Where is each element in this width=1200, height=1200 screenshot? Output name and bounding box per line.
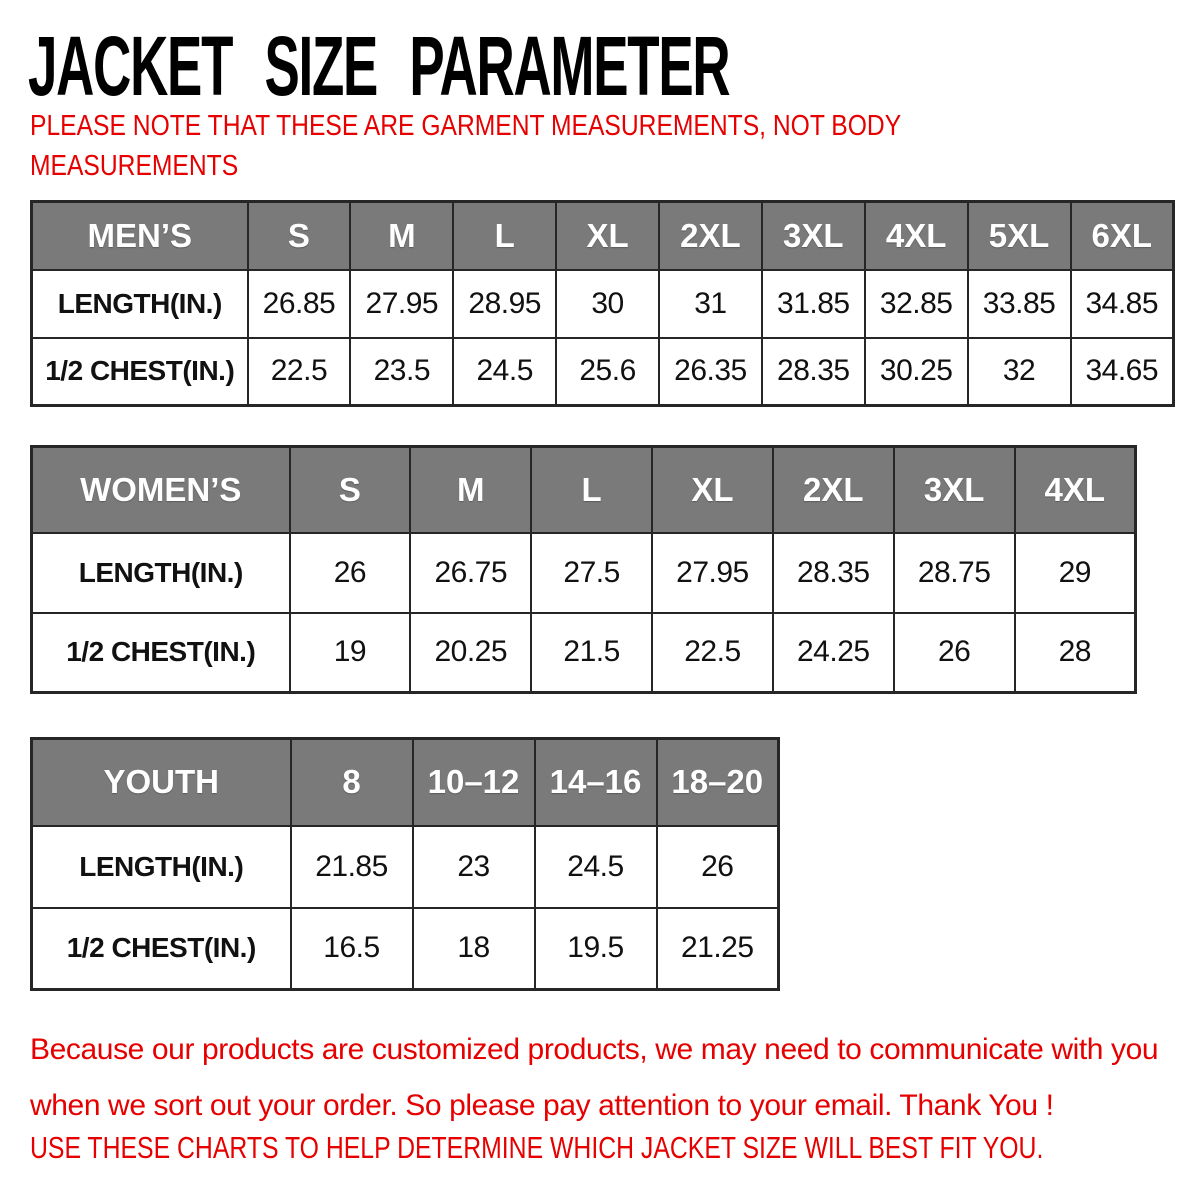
mens-data-row bbox=[32, 270, 1174, 338]
mens-size-header: 5XL bbox=[968, 202, 1071, 270]
measurement-cell: 23.5 bbox=[350, 338, 453, 406]
measurement-cell: 25.6 bbox=[556, 338, 659, 406]
garment-measurement-note: PLEASE NOTE THAT THESE ARE GARMENT MEASUREMENTS, NOT BODY MEASUREMENTS bbox=[30, 110, 901, 183]
measurement-row-label: LENGTH(IN.) bbox=[32, 270, 248, 338]
mens-table bbox=[30, 200, 1175, 407]
measurement-cell: 24.5 bbox=[453, 338, 556, 406]
youth-data-row bbox=[32, 908, 779, 990]
womens-size-header: 4XL bbox=[1015, 447, 1136, 533]
mens-size-header: 4XL bbox=[865, 202, 968, 270]
youth-data-row bbox=[32, 826, 779, 908]
womens-size-header: S bbox=[290, 447, 411, 533]
measurement-cell: 31 bbox=[659, 270, 762, 338]
measurement-cell: 21.5 bbox=[531, 613, 652, 693]
measurement-cell: 26 bbox=[657, 826, 779, 908]
womens-size-header: M bbox=[410, 447, 531, 533]
measurement-row-label: LENGTH(IN.) bbox=[32, 826, 291, 908]
youth-size-header: 14–16 bbox=[535, 739, 657, 826]
measurement-cell: 29 bbox=[1015, 533, 1136, 613]
womens-size-header: L bbox=[531, 447, 652, 533]
mens-size-header: XL bbox=[556, 202, 659, 270]
measurement-cell: 24.5 bbox=[535, 826, 657, 908]
measurement-cell: 31.85 bbox=[762, 270, 865, 338]
mens-size-header: 2XL bbox=[659, 202, 762, 270]
measurement-cell: 26.75 bbox=[410, 533, 531, 613]
measurement-cell: 32 bbox=[968, 338, 1071, 406]
mens-header-row bbox=[32, 202, 1174, 270]
measurement-row-label: 1/2 CHEST(IN.) bbox=[32, 908, 291, 990]
measurement-cell: 26.85 bbox=[248, 270, 351, 338]
measurement-cell: 28.95 bbox=[453, 270, 556, 338]
customization-notice: Because our products are customized products, we may need to communicate with you when we sort out your order. So please pay attention to your email. Thank You ! bbox=[30, 1033, 1159, 1123]
measurement-cell: 27.95 bbox=[350, 270, 453, 338]
measurement-cell: 33.85 bbox=[968, 270, 1071, 338]
measurement-cell: 32.85 bbox=[865, 270, 968, 338]
womens-size-table bbox=[30, 445, 1137, 694]
mens-table-title: MEN’S bbox=[32, 202, 248, 270]
measurement-cell: 26.35 bbox=[659, 338, 762, 406]
measurement-cell: 23 bbox=[413, 826, 535, 908]
measurement-cell: 21.25 bbox=[657, 908, 779, 990]
measurement-cell: 22.5 bbox=[248, 338, 351, 406]
youth-table-title: YOUTH bbox=[32, 739, 291, 826]
youth-size-table bbox=[30, 737, 780, 991]
womens-size-header: 2XL bbox=[773, 447, 894, 533]
womens-data-row bbox=[32, 613, 1136, 693]
measurement-cell: 30.25 bbox=[865, 338, 968, 406]
measurement-cell: 27.5 bbox=[531, 533, 652, 613]
mens-data-row bbox=[32, 338, 1174, 406]
measurement-cell: 34.85 bbox=[1071, 270, 1174, 338]
womens-size-header: 3XL bbox=[894, 447, 1015, 533]
youth-size-header: 8 bbox=[291, 739, 413, 826]
page-title: JACKET SIZE PARAMETER bbox=[28, 19, 730, 113]
mens-size-table bbox=[30, 200, 1175, 407]
measurement-cell: 19 bbox=[290, 613, 411, 693]
measurement-cell: 34.65 bbox=[1071, 338, 1174, 406]
measurement-cell: 24.25 bbox=[773, 613, 894, 693]
womens-size-header: XL bbox=[652, 447, 773, 533]
youth-table bbox=[30, 737, 780, 991]
mens-size-header: 3XL bbox=[762, 202, 865, 270]
measurement-cell: 28.75 bbox=[894, 533, 1015, 613]
youth-header-row bbox=[32, 739, 779, 826]
measurement-cell: 30 bbox=[556, 270, 659, 338]
youth-size-header: 10–12 bbox=[413, 739, 535, 826]
measurement-cell: 28 bbox=[1015, 613, 1136, 693]
measurement-row-label: 1/2 CHEST(IN.) bbox=[32, 613, 290, 693]
measurement-cell: 19.5 bbox=[535, 908, 657, 990]
measurement-cell: 21.85 bbox=[291, 826, 413, 908]
womens-table bbox=[30, 445, 1137, 694]
measurement-row-label: LENGTH(IN.) bbox=[32, 533, 290, 613]
womens-data-row bbox=[32, 533, 1136, 613]
measurement-cell: 27.95 bbox=[652, 533, 773, 613]
mens-size-header: M bbox=[350, 202, 453, 270]
mens-size-header: L bbox=[453, 202, 556, 270]
sizing-advice: USE THESE CHARTS TO HELP DETERMINE WHICH JACKET SIZE WILL BEST FIT YOU. bbox=[30, 1130, 1044, 1165]
measurement-cell: 26 bbox=[290, 533, 411, 613]
mens-size-header: S bbox=[248, 202, 351, 270]
measurement-row-label: 1/2 CHEST(IN.) bbox=[32, 338, 248, 406]
measurement-cell: 28.35 bbox=[762, 338, 865, 406]
measurement-cell: 22.5 bbox=[652, 613, 773, 693]
measurement-cell: 16.5 bbox=[291, 908, 413, 990]
measurement-cell: 20.25 bbox=[410, 613, 531, 693]
mens-size-header: 6XL bbox=[1071, 202, 1174, 270]
womens-header-row bbox=[32, 447, 1136, 533]
measurement-cell: 28.35 bbox=[773, 533, 894, 613]
youth-size-header: 18–20 bbox=[657, 739, 779, 826]
measurement-cell: 26 bbox=[894, 613, 1015, 693]
measurement-cell: 18 bbox=[413, 908, 535, 990]
womens-table-title: WOMEN’S bbox=[32, 447, 290, 533]
